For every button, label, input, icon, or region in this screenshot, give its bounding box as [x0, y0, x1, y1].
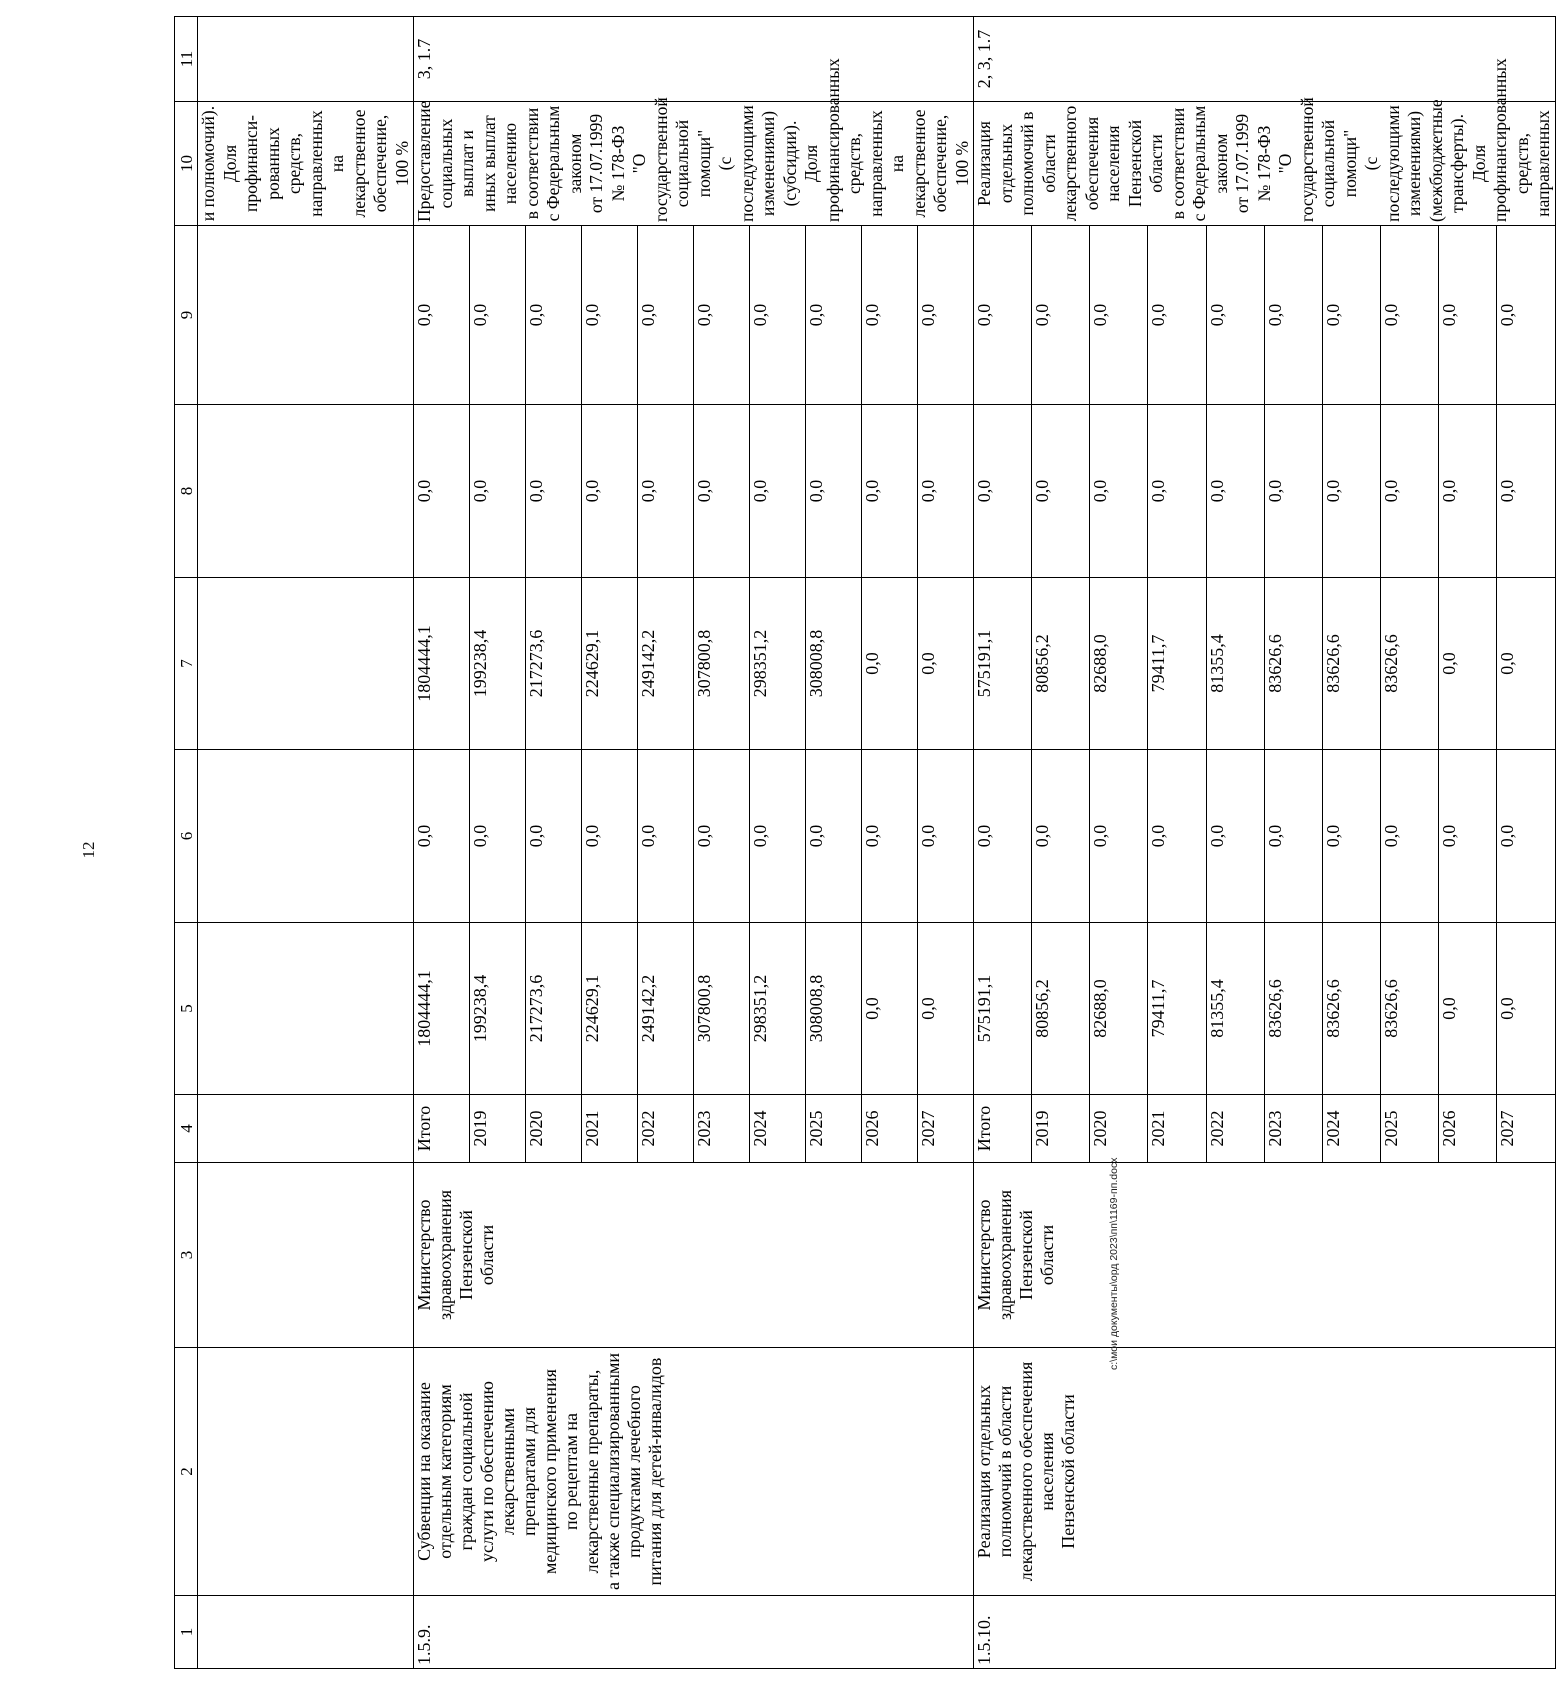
text-line: социальных выплат и — [435, 118, 477, 209]
amount-c8: 0,0 — [1264, 405, 1322, 578]
text-line: Доля профинанси- — [219, 114, 261, 213]
column-number-3: 3 — [175, 1163, 198, 1348]
amount-c9: 0,0 — [470, 226, 526, 405]
text-line: (межбюджетные — [1425, 99, 1446, 222]
amount-c7: 0,0 — [862, 578, 918, 750]
column-number-4: 4 — [175, 1095, 198, 1163]
amount-c8: 0,0 — [414, 405, 470, 578]
amount-c6: 0,0 — [1322, 750, 1380, 923]
amount-c9: 0,0 — [862, 226, 918, 405]
amount-c7: 224629,1 — [582, 578, 638, 750]
amount-c8: 0,0 — [526, 405, 582, 578]
continuation-cell-5 — [198, 923, 414, 1095]
amount-c8: 0,0 — [1497, 405, 1555, 578]
year-cell: 2019 — [1032, 1095, 1090, 1163]
amount-c9: 0,0 — [1439, 226, 1497, 405]
amount-c7: 308008,8 — [806, 578, 862, 750]
reference: 3, 1.7 — [414, 17, 974, 102]
text-line: области — [1037, 1224, 1057, 1286]
amount-c8: 0,0 — [470, 405, 526, 578]
continuation-cell-10 — [198, 102, 414, 226]
text-line: Предоставление — [414, 100, 434, 222]
continuation-cell-2 — [198, 1348, 414, 1596]
amount-c8: 0,0 — [638, 405, 694, 578]
amount-c6: 0,0 — [1497, 750, 1555, 923]
year-cell: 2021 — [582, 1095, 638, 1163]
column-number-11: 11 — [175, 17, 198, 102]
amount-c6: 0,0 — [526, 750, 582, 923]
text-line: питания для детей-инвалидов — [645, 1357, 665, 1586]
text-line: "О государственной — [1275, 97, 1317, 222]
text-line: направленных — [305, 110, 326, 217]
amount-c5: 249142,2 — [638, 923, 694, 1095]
amount-c5: 224629,1 — [582, 923, 638, 1095]
amount-c5: 83626,6 — [1264, 923, 1322, 1095]
text-line: лекарственного — [1060, 105, 1080, 222]
amount-c9: 0,0 — [1148, 226, 1206, 405]
amount-c5: 0,0 — [1439, 923, 1497, 1095]
text-line: средств, направленных — [844, 110, 886, 217]
amount-c8: 0,0 — [694, 405, 750, 578]
text-line: области — [477, 1224, 497, 1286]
year-cell: Итого — [974, 1095, 1032, 1163]
text-line: Пензенской — [456, 1210, 476, 1300]
amount-c8: 0,0 — [582, 405, 638, 578]
text-line: населения — [1037, 1432, 1057, 1511]
amount-c9: 0,0 — [1497, 226, 1555, 405]
page-number: 12 — [79, 841, 98, 859]
amount-c9: 0,0 — [694, 226, 750, 405]
text-line: и полномочий). — [198, 105, 218, 222]
text-line: продуктами лечебного — [624, 1385, 644, 1558]
text-line: Министерство — [974, 1199, 994, 1311]
text-line: изменениями) — [758, 110, 778, 217]
amount-c9: 0,0 — [1206, 226, 1264, 405]
text-line: (с последующими — [715, 105, 757, 222]
amount-c9: 0,0 — [582, 226, 638, 405]
reference: 2, 3, 1.7 — [974, 17, 1556, 102]
amount-c9: 0,0 — [1264, 226, 1322, 405]
amount-c6: 0,0 — [1032, 750, 1090, 923]
amount-c7: 83626,6 — [1380, 578, 1438, 750]
text-line: трансферты). Доля — [1447, 114, 1489, 213]
amount-c7: 217273,6 — [526, 578, 582, 750]
amount-c5: 217273,6 — [526, 923, 582, 1095]
amount-c6: 0,0 — [1264, 750, 1322, 923]
amount-c5: 83626,6 — [1380, 923, 1438, 1095]
continuation-cell-11 — [198, 17, 414, 102]
amount-c6: 0,0 — [414, 750, 470, 923]
text-line: социальной помощи" — [1318, 119, 1360, 208]
text-line: с Федеральным законом — [1189, 105, 1231, 222]
table-body — [175, 17, 1556, 1669]
text-line: обеспечения населения — [1081, 116, 1123, 211]
text-line: (с последующими — [1361, 105, 1403, 222]
amount-c5: 0,0 — [918, 923, 974, 1095]
text-line: граждан социальной — [456, 1392, 476, 1551]
amount-c8: 0,0 — [1380, 405, 1438, 578]
text-line: изменениями) — [1404, 110, 1424, 217]
item-number: 1.5.10. — [974, 1596, 1556, 1669]
amount-c8: 0,0 — [750, 405, 806, 578]
table-row — [974, 17, 1032, 1669]
text-line: а также специализированными — [603, 1353, 623, 1591]
text-line: "О государственной — [629, 97, 671, 222]
amount-c7: 83626,6 — [1322, 578, 1380, 750]
amount-c7: 199238,4 — [470, 578, 526, 750]
amount-c9: 0,0 — [414, 226, 470, 405]
column-number-9: 9 — [175, 226, 198, 405]
text-line: услуги по обеспечению — [477, 1381, 497, 1562]
column-number-2: 2 — [175, 1348, 198, 1596]
amount-c8: 0,0 — [1090, 405, 1148, 578]
column-number-1: 1 — [175, 1596, 198, 1669]
amount-c9: 0,0 — [526, 226, 582, 405]
amount-c7: 79411,7 — [1148, 578, 1206, 750]
amount-c5: 0,0 — [862, 923, 918, 1095]
year-cell: 2023 — [1264, 1095, 1322, 1163]
column-number-6: 6 — [175, 750, 198, 923]
amount-c7: 575191,1 — [974, 578, 1032, 750]
year-cell: Итого — [414, 1095, 470, 1163]
amount-c5: 575191,1 — [974, 923, 1032, 1095]
amount-c7: 0,0 — [1497, 578, 1555, 750]
amount-c7: 82688,0 — [1090, 578, 1148, 750]
year-cell: 2025 — [1380, 1095, 1438, 1163]
amount-c6: 0,0 — [862, 750, 918, 923]
text-line: лекарственного обеспечения — [1016, 1361, 1036, 1582]
amount-c5: 0,0 — [1497, 923, 1555, 1095]
continuation-cell-8 — [198, 405, 414, 578]
year-cell: 2020 — [1090, 1095, 1148, 1163]
amount-c9: 0,0 — [638, 226, 694, 405]
amount-c6: 0,0 — [806, 750, 862, 923]
text-line: Пензенской области — [1058, 1394, 1078, 1549]
amount-c8: 0,0 — [1032, 405, 1090, 578]
text-line: (субсидии). Доля — [779, 120, 821, 207]
column-number-row — [175, 17, 198, 1669]
text-line: иных выплат населению — [478, 115, 520, 212]
text-line: Субвенции на оказание — [414, 1382, 434, 1561]
amount-c5: 308008,8 — [806, 923, 862, 1095]
year-cell: 2022 — [1206, 1095, 1264, 1163]
rotated-page-content — [174, 29, 1553, 1669]
amount-c8: 0,0 — [1148, 405, 1206, 578]
year-cell: 2026 — [1439, 1095, 1497, 1163]
amount-c7: 83626,6 — [1264, 578, 1322, 750]
continuation-cell-1 — [198, 1596, 414, 1669]
amount-c5: 83626,6 — [1322, 923, 1380, 1095]
text-line: Реализация отдельных — [974, 121, 1016, 206]
text-line: от 17.07.1999 № 178-ФЗ — [1232, 113, 1274, 214]
text-line: Реализация отдельных — [974, 1384, 994, 1559]
text-line: препаратами для — [519, 1407, 539, 1536]
amount-c5: 81355,4 — [1206, 923, 1264, 1095]
continuation-cell-9 — [198, 226, 414, 405]
amount-c6: 0,0 — [750, 750, 806, 923]
amount-c7: 80856,2 — [1032, 578, 1090, 750]
year-cell: 2026 — [862, 1095, 918, 1163]
amount-c9: 0,0 — [974, 226, 1032, 405]
amount-c6: 0,0 — [694, 750, 750, 923]
text-line: лекарственные препараты, — [582, 1369, 602, 1574]
continuation-row — [198, 17, 414, 1669]
amount-c8: 0,0 — [918, 405, 974, 578]
amount-c6: 0,0 — [1148, 750, 1206, 923]
continuation-cell-7 — [198, 578, 414, 750]
year-cell: 2023 — [694, 1095, 750, 1163]
year-cell: 2024 — [1322, 1095, 1380, 1163]
text-line: полномочий в области — [995, 1385, 1015, 1558]
amount-c5: 80856,2 — [1032, 923, 1090, 1095]
text-line: обеспечение, 100 % — [370, 114, 412, 213]
column-number-10: 10 — [175, 102, 198, 226]
amount-c5: 298351,2 — [750, 923, 806, 1095]
amount-c8: 0,0 — [862, 405, 918, 578]
year-cell: 2021 — [1148, 1095, 1206, 1163]
amount-c9: 0,0 — [918, 226, 974, 405]
amount-c6: 0,0 — [1090, 750, 1148, 923]
amount-c7: 249142,2 — [638, 578, 694, 750]
amount-c8: 0,0 — [1206, 405, 1264, 578]
text-line: по рецептам на — [561, 1413, 581, 1530]
text-line: полномочий в области — [1017, 111, 1059, 216]
footer-file-path: c:\мои документы\орд 2023\пп\1169-пп.docx — [1108, 1157, 1120, 1370]
text-line: социальной помощи" — [672, 119, 714, 208]
amount-c7: 0,0 — [1439, 578, 1497, 750]
item-name — [974, 1348, 1556, 1596]
year-cell: 2027 — [1497, 1095, 1555, 1163]
amount-c9: 0,0 — [806, 226, 862, 405]
amount-c5: 1804444,1 — [414, 923, 470, 1095]
amount-c6: 0,0 — [582, 750, 638, 923]
amount-c6: 0,0 — [1206, 750, 1264, 923]
amount-c9: 0,0 — [1380, 226, 1438, 405]
continuation-cell-4 — [198, 1095, 414, 1163]
executor — [974, 1163, 1556, 1348]
item-name — [414, 1348, 974, 1596]
year-cell: 2027 — [918, 1095, 974, 1163]
amount-c6: 0,0 — [638, 750, 694, 923]
year-cell: 2022 — [638, 1095, 694, 1163]
text-line: на лекарственное — [887, 109, 929, 218]
executor — [414, 1163, 974, 1348]
text-line: Пензенской — [1016, 1210, 1036, 1300]
text-line: в соответствии — [521, 107, 542, 220]
amount-c5: 307800,8 — [694, 923, 750, 1095]
amount-c7: 81355,4 — [1206, 578, 1264, 750]
amount-c5: 79411,7 — [1148, 923, 1206, 1095]
text-line: Пензенской области — [1124, 119, 1166, 208]
amount-c8: 0,0 — [1439, 405, 1497, 578]
text-line: профинансированных — [1490, 58, 1510, 222]
year-cell: 2024 — [750, 1095, 806, 1163]
amount-c7: 0,0 — [918, 578, 974, 750]
amount-c9: 0,0 — [1322, 226, 1380, 405]
amount-c6: 0,0 — [470, 750, 526, 923]
amount-c8: 0,0 — [806, 405, 862, 578]
column-number-7: 7 — [175, 578, 198, 750]
text-line: от 17.07.1999 № 178-ФЗ — [586, 113, 628, 214]
year-cell: 2020 — [526, 1095, 582, 1163]
text-line: Министерство — [414, 1199, 434, 1311]
text-line: рованных средств, — [262, 127, 304, 200]
amount-c8: 0,0 — [974, 405, 1032, 578]
column-number-8: 8 — [175, 405, 198, 578]
table-row — [414, 17, 470, 1669]
amount-c7: 1804444,1 — [414, 578, 470, 750]
text-line: здравоохранения — [995, 1189, 1015, 1321]
amount-c9: 0,0 — [1090, 226, 1148, 405]
continuation-cell-3 — [198, 1163, 414, 1348]
column-number-5: 5 — [175, 923, 198, 1095]
amount-c8: 0,0 — [1322, 405, 1380, 578]
amount-c6: 0,0 — [974, 750, 1032, 923]
amount-c6: 0,0 — [1380, 750, 1438, 923]
year-cell: 2019 — [470, 1095, 526, 1163]
text-line: здравоохранения — [435, 1189, 455, 1321]
text-line: в соответствии — [1167, 107, 1188, 220]
amount-c9: 0,0 — [750, 226, 806, 405]
year-cell: 2025 — [806, 1095, 862, 1163]
program-table — [174, 16, 1556, 1669]
text-line: на лекарственное — [327, 109, 369, 218]
amount-c9: 0,0 — [1032, 226, 1090, 405]
text-line: обеспечение, 100 % — [930, 114, 972, 213]
text-line: средств, направленных — [1511, 110, 1553, 217]
text-line: лекарственными — [498, 1407, 518, 1536]
amount-c7: 298351,2 — [750, 578, 806, 750]
text-line: медицинского применения — [540, 1369, 560, 1574]
item-number: 1.5.9. — [414, 1596, 974, 1669]
amount-c6: 0,0 — [918, 750, 974, 923]
text-line: профинансированных — [822, 58, 843, 222]
amount-c5: 199238,4 — [470, 923, 526, 1095]
continuation-cell-6 — [198, 750, 414, 923]
text-line: отдельным категориям — [435, 1384, 455, 1559]
amount-c5: 82688,0 — [1090, 923, 1148, 1095]
amount-c6: 0,0 — [1439, 750, 1497, 923]
amount-c7: 307800,8 — [694, 578, 750, 750]
text-line: с Федеральным законом — [543, 105, 585, 222]
